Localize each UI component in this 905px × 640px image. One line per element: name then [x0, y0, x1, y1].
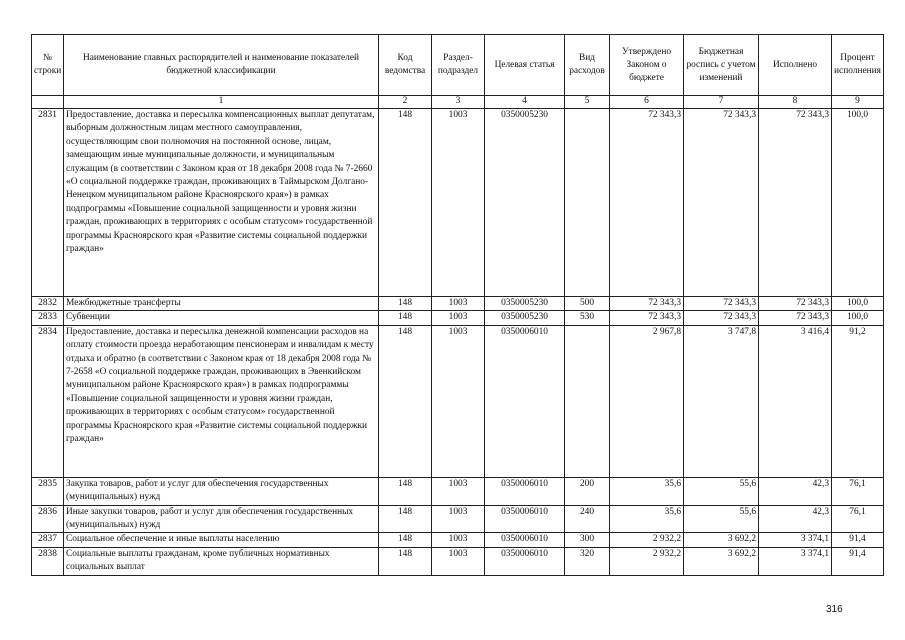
column-numbers-row: [32, 96, 884, 109]
row-number: 2838: [32, 547, 64, 575]
section-code: 1003: [432, 505, 485, 533]
table-row: [32, 297, 884, 311]
table-row: [32, 477, 884, 505]
col-number: 2: [379, 96, 432, 109]
department-code: 148: [379, 505, 432, 533]
row-name: Социальные выплаты гражданам, кроме публичных нормативных социальных выплат: [64, 547, 379, 575]
section-code: 1003: [432, 109, 485, 297]
approved-amount: 72 343,3: [610, 311, 684, 325]
expense-type: [565, 325, 610, 477]
table-row: [32, 311, 884, 325]
approved-amount: 72 343,3: [610, 297, 684, 311]
row-name: Социальное обеспечение и иные выплаты населению: [64, 533, 379, 547]
row-name: Закупка товаров, работ и услуг для обеспечения государственных (муниципальных) нужд: [64, 477, 379, 505]
executed-amount: 3 374,1: [759, 533, 832, 547]
col-number-blank: [32, 96, 64, 109]
col-header-approved: Утверждено Законом о бюджете: [610, 35, 684, 96]
target-article: 0350006010: [485, 533, 565, 547]
target-article: 0350006010: [485, 547, 565, 575]
row-number: 2831: [32, 109, 64, 297]
expense-type: 500: [565, 297, 610, 311]
row-number: 2832: [32, 297, 64, 311]
col-number: 6: [610, 96, 684, 109]
section-code: 1003: [432, 325, 485, 477]
target-article: 0350005230: [485, 311, 565, 325]
col-header-department-code: Код ведомства: [379, 35, 432, 96]
executed-amount: 72 343,3: [759, 297, 832, 311]
section-code: 1003: [432, 477, 485, 505]
expense-type: 200: [565, 477, 610, 505]
col-header-name: Наименование главных распорядителей и наименование показателей бюджетной классификации: [64, 35, 379, 96]
executed-amount: 42,3: [759, 505, 832, 533]
expense-type: 530: [565, 311, 610, 325]
col-number: 3: [432, 96, 485, 109]
department-code: 148: [379, 311, 432, 325]
row-name: Субвенции: [64, 311, 379, 325]
approved-amount: 35,6: [610, 477, 684, 505]
col-header-percent: Процент исполнения: [832, 35, 884, 96]
section-code: 1003: [432, 547, 485, 575]
department-code: 148: [379, 325, 432, 477]
department-code: 148: [379, 477, 432, 505]
approved-amount: 35,6: [610, 505, 684, 533]
row-name: Межбюджетные трансферты: [64, 297, 379, 311]
schedule-amount: 72 343,3: [684, 311, 759, 325]
execution-percent: 91,4: [832, 533, 884, 547]
col-header-target-article: Целевая статья: [485, 35, 565, 96]
approved-amount: 2 932,2: [610, 547, 684, 575]
execution-percent: 100,0: [832, 109, 884, 297]
row-name: Иные закупки товаров, работ и услуг для обеспечения государственных (муниципальных) нужд: [64, 505, 379, 533]
col-number: 5: [565, 96, 610, 109]
col-header-row-number: № строки: [32, 35, 64, 96]
schedule-amount: 3 692,2: [684, 547, 759, 575]
section-code: 1003: [432, 297, 485, 311]
schedule-amount: 3 692,2: [684, 533, 759, 547]
department-code: 148: [379, 533, 432, 547]
execution-percent: 100,0: [832, 311, 884, 325]
row-number: 2835: [32, 477, 64, 505]
schedule-amount: 72 343,3: [684, 297, 759, 311]
header-row: [32, 35, 884, 96]
col-number: 9: [832, 96, 884, 109]
execution-percent: 100,0: [832, 297, 884, 311]
execution-percent: 76,1: [832, 505, 884, 533]
approved-amount: 2 932,2: [610, 533, 684, 547]
approved-amount: 72 343,3: [610, 109, 684, 297]
col-header-budget-schedule: Бюджетная роспись с учетом изменений: [684, 35, 759, 96]
executed-amount: 3 416,4: [759, 325, 832, 477]
execution-percent: 91,2: [832, 325, 884, 477]
col-header-expense-type: Вид расходов: [565, 35, 610, 96]
target-article: 0350005230: [485, 109, 565, 297]
col-number: 4: [485, 96, 565, 109]
table-row: [32, 533, 884, 547]
expense-type: 300: [565, 533, 610, 547]
executed-amount: 3 374,1: [759, 547, 832, 575]
page-number: 316: [826, 604, 843, 615]
table-row: [32, 547, 884, 575]
expense-type: [565, 109, 610, 297]
row-number: 2833: [32, 311, 64, 325]
section-code: 1003: [432, 533, 485, 547]
table-row: [32, 505, 884, 533]
target-article: 0350006010: [485, 505, 565, 533]
col-header-section: Раздел-подраздел: [432, 35, 485, 96]
department-code: 148: [379, 297, 432, 311]
executed-amount: 72 343,3: [759, 109, 832, 297]
department-code: 148: [379, 547, 432, 575]
execution-percent: 91,4: [832, 547, 884, 575]
row-number: 2834: [32, 325, 64, 477]
budget-table: [31, 34, 884, 576]
row-name: Предоставление, доставка и пересылка денежной компенсации расходов на оплату стоимости проезда неработающим пенсионерам и инвалидам к месту отдыха и обратно (в соответствии с Законом края от 18 декабря 2008 года № 7-2658 «О социальной поддержке граждан, проживающих в Эвенкийском муниципальном районе Красноярского края») в рамках подпрограммы «Повышение социальной защищенности и уровня жизни граждан, проживающих в территориях с особым статусом» государственной программы Красноярского края «Развитие системы социальной поддержки граждан»: [64, 325, 379, 477]
schedule-amount: 55,6: [684, 505, 759, 533]
table-row: [32, 109, 884, 297]
approved-amount: 2 967,8: [610, 325, 684, 477]
execution-percent: 76,1: [832, 477, 884, 505]
col-number: 8: [759, 96, 832, 109]
expense-type: 240: [565, 505, 610, 533]
target-article: 0350006010: [485, 477, 565, 505]
row-number: 2836: [32, 505, 64, 533]
section-code: 1003: [432, 311, 485, 325]
row-number: 2837: [32, 533, 64, 547]
col-number: 1: [64, 96, 379, 109]
target-article: 0350006010: [485, 325, 565, 477]
schedule-amount: 3 747,8: [684, 325, 759, 477]
expense-type: 320: [565, 547, 610, 575]
col-number: 7: [684, 96, 759, 109]
executed-amount: 42,3: [759, 477, 832, 505]
target-article: 0350005230: [485, 297, 565, 311]
department-code: 148: [379, 109, 432, 297]
table-row: [32, 325, 884, 477]
schedule-amount: 55,6: [684, 477, 759, 505]
schedule-amount: 72 343,3: [684, 109, 759, 297]
row-name: Предоставление, доставка и пересылка компенсационных выплат депутатам, выборным должностным лицам местного самоуправления, осуществляющим свои полномочия на постоянной основе, лицам, замещающим иные муниципальные должности, и муниципальным служащим (в соответствии с Законом края от 18 декабря 2008 года № 7-2660 «О социальной поддержке граждан, проживающих в Таймырском Долгано-Ненецком муниципальном районе Красноярского края») в рамках подпрограммы «Повышение социальной защищенности и уровня жизни граждан, проживающих в территориях с особым статусом» государственной программы Красноярского края «Развитие системы социальной поддержки граждан»: [64, 109, 379, 297]
executed-amount: 72 343,3: [759, 311, 832, 325]
col-header-executed: Исполнено: [759, 35, 832, 96]
